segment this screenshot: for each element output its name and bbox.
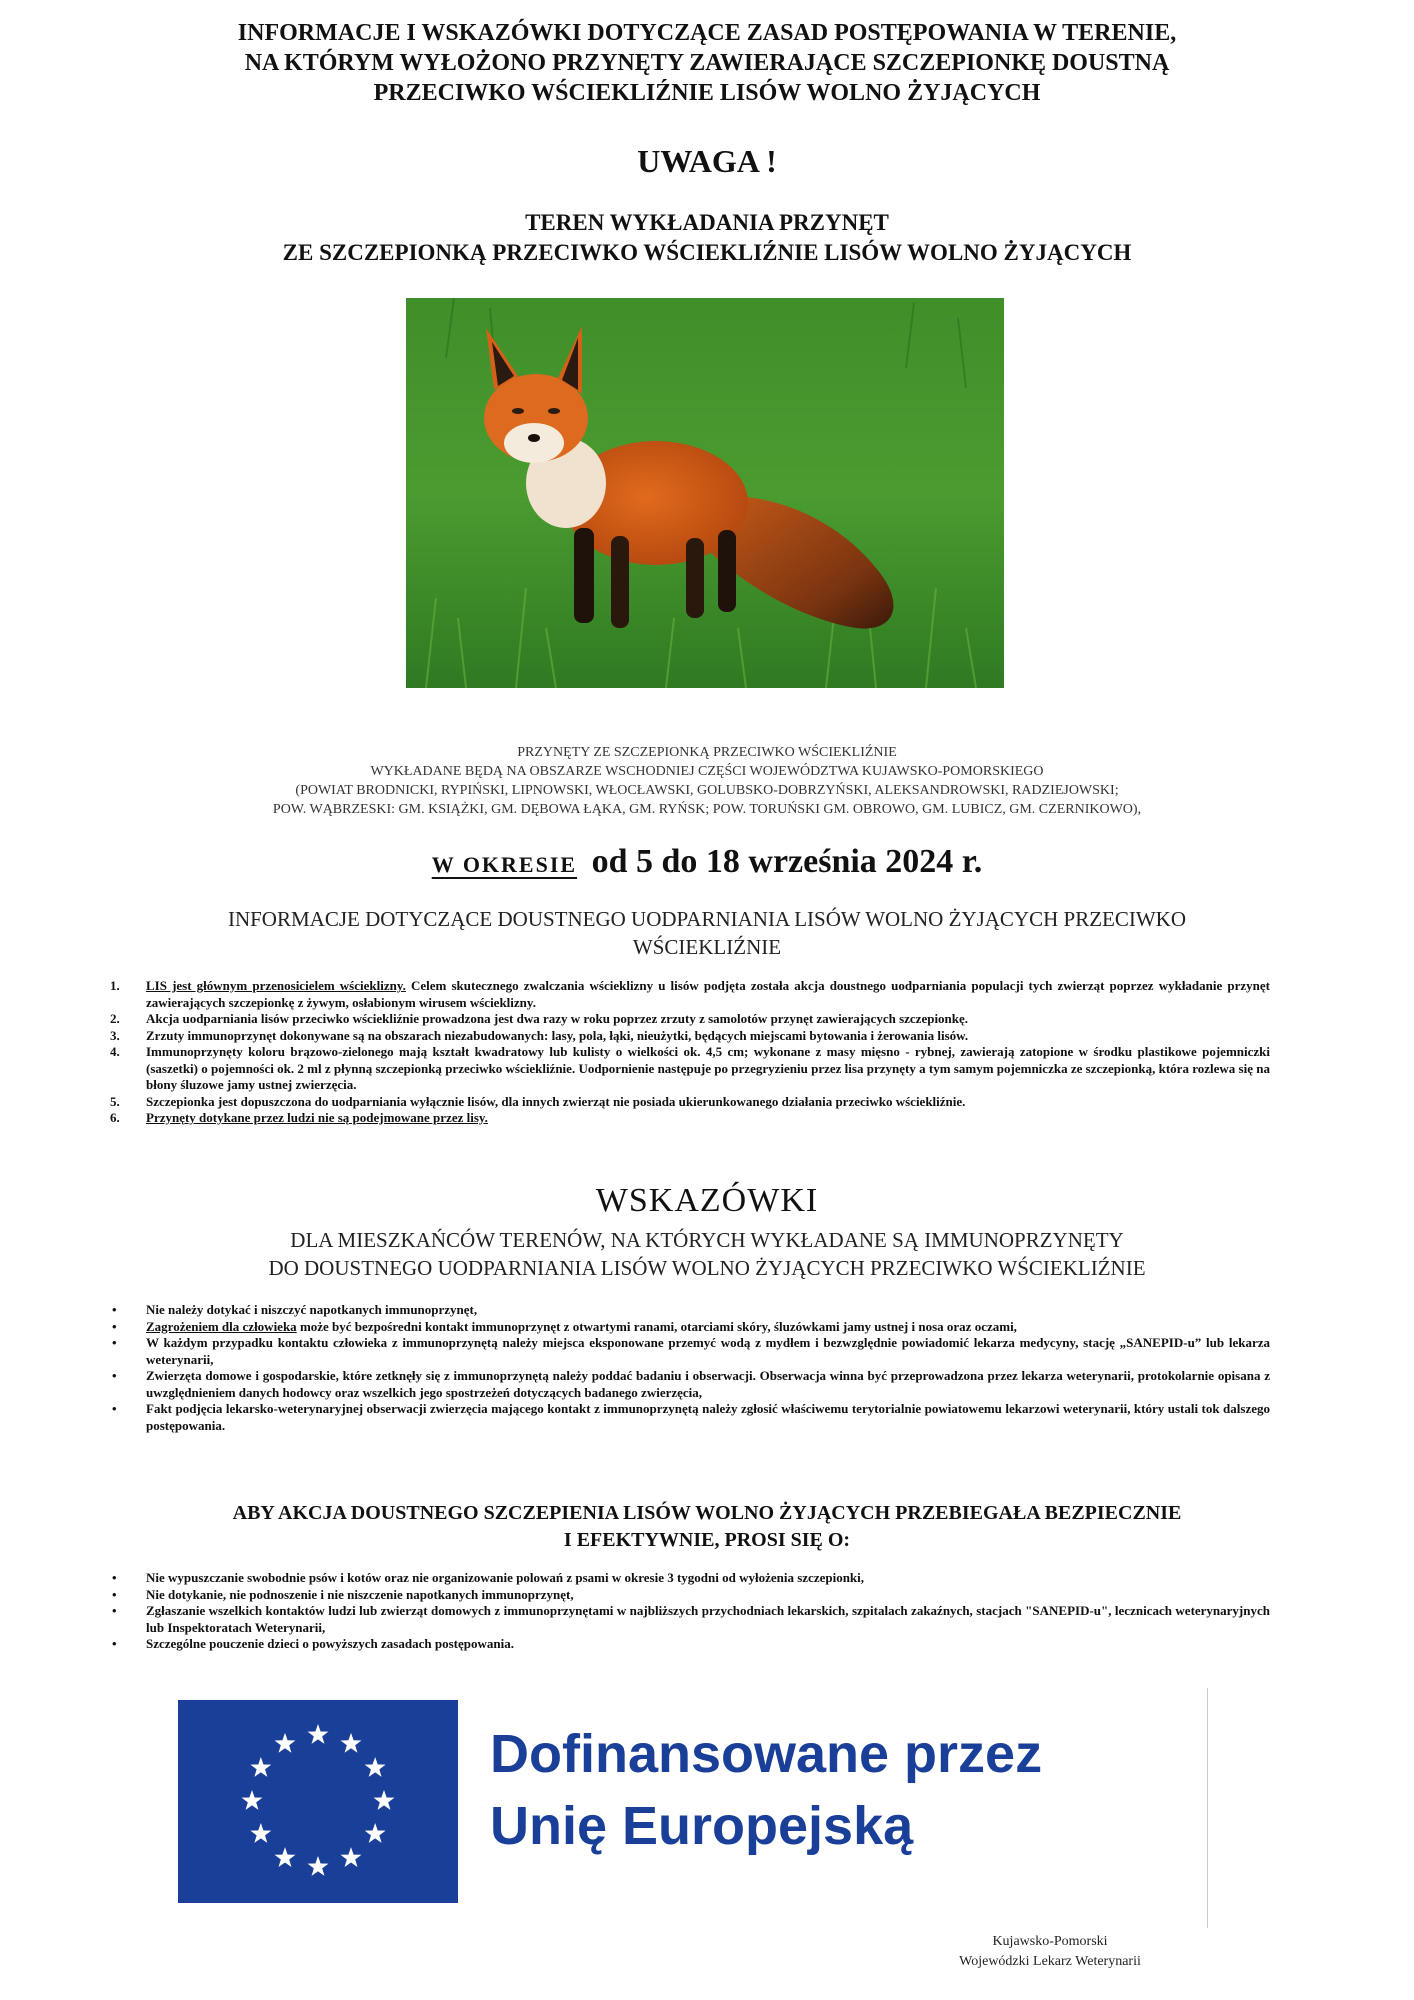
request-heading-line-1: ABY AKCJA DOUSTNEGO SZCZEPIENIA LISÓW WOLNO ŻYJĄCYCH PRZEBIEGAŁA BEZPIECZNIE xyxy=(232,1502,1182,1524)
list-item xyxy=(110,1094,1270,1111)
item-number: 5. xyxy=(110,1093,120,1109)
title-line-3: PRZECIWKO WŚCIEKLIŹNIE LISÓW WOLNO ŻYJĄCYCH xyxy=(373,80,1041,106)
tips-subtitle xyxy=(150,1226,1264,1282)
eu-funding-text xyxy=(490,1718,1042,1862)
title-line-2: NA KTÓRYM WYŁOŻONO PRZYNĘTY ZAWIERAJĄCE SZCZEPIONKĘ DOUSTNĄ xyxy=(244,50,1170,76)
item-text: Zrzuty immunoprzynęt dokonywane są na obszarach niezabudowanych: lasy, pola, łąki, nieużytki, będących miejscami bytowania i żerowania lisów. xyxy=(146,1027,969,1043)
list-item xyxy=(110,1011,1270,1028)
item-text: Celem skutecznego zwalczania wścieklizny u lisów podjęta została akcja doustnego uodparniania populacji tych zwierząt poprzez wykładanie przynęt zawierających szczepionkę z żywym, osłabionym wirusem wścieklizny. xyxy=(146,978,1270,1010)
item-number: 2. xyxy=(110,1011,120,1026)
list-item xyxy=(110,1401,1270,1434)
document-title xyxy=(100,18,1314,108)
request-list xyxy=(110,1570,1270,1653)
item-text: Nie wypuszczanie swobodnie psów i kotów oraz nie organizowanie polowań z psami w okresie 3 tygodni od wyłożenia szczepionki, xyxy=(146,1570,865,1585)
bullet-icon: • xyxy=(112,1570,117,1585)
eu-star-icon xyxy=(341,1733,362,1753)
area-line-3: (POWIAT BRODNICKI, RYPIŃSKI, LIPNOWSKI, WŁOCŁAWSKI, GOLUBSKO-DOBRZYŃSKI, ALEKSANDROWSKI, RADZIEJOWSKI; xyxy=(295,783,1119,798)
item-text: może być bezpośredni kontakt immunoprzynęt z otwartymi ranami, otarciami skóry, śluzówkami jamy ustnej i nosa oraz oczami, xyxy=(296,1318,1017,1334)
eu-text-line-2: Unię Europejską xyxy=(490,1796,914,1856)
period-value: od 5 do 18 września 2024 r. xyxy=(591,843,983,880)
bullet-icon: • xyxy=(112,1401,117,1416)
period-line xyxy=(0,843,1414,881)
item-text: Nie należy dotykać i niszczyć napotkanych immunoprzynęt, xyxy=(146,1302,478,1317)
eu-star-icon xyxy=(341,1847,362,1867)
area-heading-line-2: ZE SZCZEPIONKĄ PRZECIWKO WŚCIEKLIŹNIE LISÓW WOLNO ŻYJĄCYCH xyxy=(282,240,1132,265)
item-text: Fakt podjęcia lekarsko-weterynaryjnej obserwacji zwierzęcia mającego kontakt z immunoprzynętą należy zgłosić właściwemu terytorialnie powiatowemu lekarzowi weterynarii, który ustali tok dalszego postępowania. xyxy=(146,1401,1270,1433)
eu-star-icon xyxy=(242,1790,263,1810)
eu-funding-banner xyxy=(178,1700,1208,1922)
tips-subtitle-line-1: DLA MIESZKAŃCÓW TERENÓW, NA KTÓRYCH WYKŁADANE SĄ IMMUNOPRZYNĘTY xyxy=(290,1228,1124,1252)
list-item xyxy=(110,1044,1270,1094)
signature-line-1: Kujawsko-Pomorski xyxy=(992,1934,1108,1949)
bullet-icon: • xyxy=(112,1335,117,1350)
info-heading-line-2: WŚCIEKLIŹNIE xyxy=(632,935,782,959)
area-heading xyxy=(100,208,1314,268)
bullet-icon: • xyxy=(112,1603,117,1618)
item-text: Szczególne pouczenie dzieci o powyższych zasadach postępowania. xyxy=(146,1636,514,1651)
signature xyxy=(900,1932,1200,1972)
list-item xyxy=(110,1603,1270,1636)
eu-star-icon xyxy=(365,1823,386,1843)
item-emphasis: Zagrożeniem dla człowieka xyxy=(146,1318,297,1334)
item-number: 6. xyxy=(110,1110,120,1125)
eu-star-icon xyxy=(308,1856,329,1876)
eu-star-icon xyxy=(374,1790,395,1810)
item-number: 1. xyxy=(110,978,120,993)
item-number: 3. xyxy=(110,1027,120,1043)
area-line-4: POW. WĄBRZESKI: GM. KSIĄŻKI, GM. DĘBOWA ŁĄKA, GM. RYŃSK; POW. TORUŃSKI GM. OBROWO, GM. LUBICZ, GM. CZERNIKOWO), xyxy=(272,802,1142,817)
list-item xyxy=(110,1028,1270,1045)
item-emphasis: LIS jest głównym przenosicielem wścieklizny. xyxy=(146,978,406,993)
bullet-icon: • xyxy=(112,1318,117,1334)
bullet-icon: • xyxy=(112,1636,117,1651)
eu-star-icon xyxy=(308,1724,329,1744)
list-item xyxy=(110,1319,1270,1336)
list-item xyxy=(110,1368,1270,1401)
item-text: Immunoprzynęty koloru brązowo-zielonego mają kształt kwadratowy lub kulisty o wielkości ok. 4,5 cm; wykonane z masy mięsno - rybnej, zawierają zatopione w środku plastikowe pojemniczki (saszetki) o pojemności ok. 2 ml z płynną szczepionką przeciwko wściekliźnie. Uodpornienie następuje po przegryzieniu przez lisa przynęty a tym samym pojemniczka ze szczepionką, która rozlewa się na błony śluzowe jamy ustnej zwierzęcia. xyxy=(146,1044,1270,1092)
item-text: Zwierzęta domowe i gospodarskie, które zetknęły się z immunoprzynętą należy poddać badaniu i obserwacji. Obserwacja winna być przeprowadzona przez lekarza weterynarii, protokolarnie opisana z uwzględnieniem danych hodowcy oraz wszelkich jego spostrzeżeń dotyczących badanego zwierzęcia, xyxy=(146,1368,1270,1400)
title-line-1: INFORMACJE I WSKAZÓWKI DOTYCZĄCE ZASAD POSTĘPOWANIA W TERENIE, xyxy=(237,20,1177,46)
item-number: 4. xyxy=(110,1044,120,1059)
item-text: Nie dotykanie, nie podnoszenie i nie niszczenie napotkanych immunoprzynęt, xyxy=(146,1586,574,1602)
eu-flag-icon xyxy=(178,1700,458,1903)
tips-title: WSKAZÓWKI xyxy=(595,1182,819,1219)
list-item xyxy=(110,1110,1270,1127)
item-text: W każdym przypadku kontaktu człowieka z immunoprzynętą należy miejsca eksponowane przemyć wodą z mydłem i bezwzględnie powiadomić lekarza medycyny, stację „SANEPID-u” lub lekarza weterynarii, xyxy=(146,1335,1270,1367)
warning-heading: UWAGA ! xyxy=(637,143,777,179)
fox-photo xyxy=(406,298,1004,688)
eu-star-icon xyxy=(250,1757,271,1777)
list-item xyxy=(110,1302,1270,1319)
period-label: W OKRESIE xyxy=(431,852,578,877)
area-line-1: PRZYNĘTY ZE SZCZEPIONKĄ PRZECIWKO WŚCIEKLIŹNIE xyxy=(517,745,897,760)
item-emphasis: Przynęty dotykane przez ludzi nie są podejmowane przez lisy. xyxy=(146,1110,488,1125)
eu-star-icon xyxy=(365,1757,386,1777)
eu-star-icon xyxy=(275,1847,296,1867)
area-line-2: WYKŁADANE BĘDĄ NA OBSZARZE WSCHODNIEJ CZĘŚCI WOJEWÓDZTWA KUJAWSKO-POMORSKIEGO xyxy=(370,764,1044,779)
eu-star-icon xyxy=(275,1733,296,1753)
divider xyxy=(1207,1688,1208,1928)
bullet-icon: • xyxy=(112,1302,117,1317)
list-item xyxy=(110,1636,1270,1653)
request-heading xyxy=(100,1500,1314,1554)
area-description xyxy=(100,743,1314,819)
info-heading-line-1: INFORMACJE DOTYCZĄCE DOUSTNEGO UODPARNIANIA LISÓW WOLNO ŻYJĄCYCH PRZECIWKO xyxy=(227,907,1187,931)
eu-text-line-1: Dofinansowane przez xyxy=(490,1724,1043,1784)
list-item xyxy=(110,1587,1270,1604)
item-text: Akcja uodparniania lisów przeciwko wściekliźnie prowadzona jest dwa razy w roku poprzez zrzuty z samolotów przynęt zawierających szczepionkę. xyxy=(146,1011,969,1026)
tips-list xyxy=(110,1302,1270,1434)
bullet-icon: • xyxy=(112,1368,117,1383)
list-item xyxy=(110,1335,1270,1368)
list-item xyxy=(110,1570,1270,1587)
area-heading-line-1: TEREN WYKŁADANIA PRZYNĘT xyxy=(525,210,889,235)
info-heading xyxy=(150,905,1264,961)
signature-line-2: Wojewódzki Lekarz Weterynarii xyxy=(959,1954,1141,1969)
item-text: Zgłaszanie wszelkich kontaktów ludzi lub zwierząt domowych z immunoprzynętami w najbliższych przychodniach lekarskich, szpitalach zakaźnych, stacjach "SANEPID-u", lecznicach weterynaryjnych lub Inspektoratach Weterynarii, xyxy=(146,1603,1270,1635)
eu-star-icon xyxy=(250,1823,271,1843)
info-list xyxy=(110,978,1270,1127)
list-item xyxy=(110,978,1270,1011)
item-text: Szczepionka jest dopuszczona do uodparniania wyłącznie lisów, dla innych zwierząt nie posiada ukierunkowanego działania przeciwko wściekliźnie. xyxy=(146,1093,966,1109)
tips-subtitle-line-2: DO DOUSTNEGO UODPARNIANIA LISÓW WOLNO ŻYJĄCYCH PRZECIWKO WŚCIEKLIŹNIE xyxy=(268,1256,1146,1280)
request-heading-line-2: I EFEKTYWNIE, PROSI SIĘ O: xyxy=(563,1529,851,1551)
bullet-icon: • xyxy=(112,1586,117,1602)
